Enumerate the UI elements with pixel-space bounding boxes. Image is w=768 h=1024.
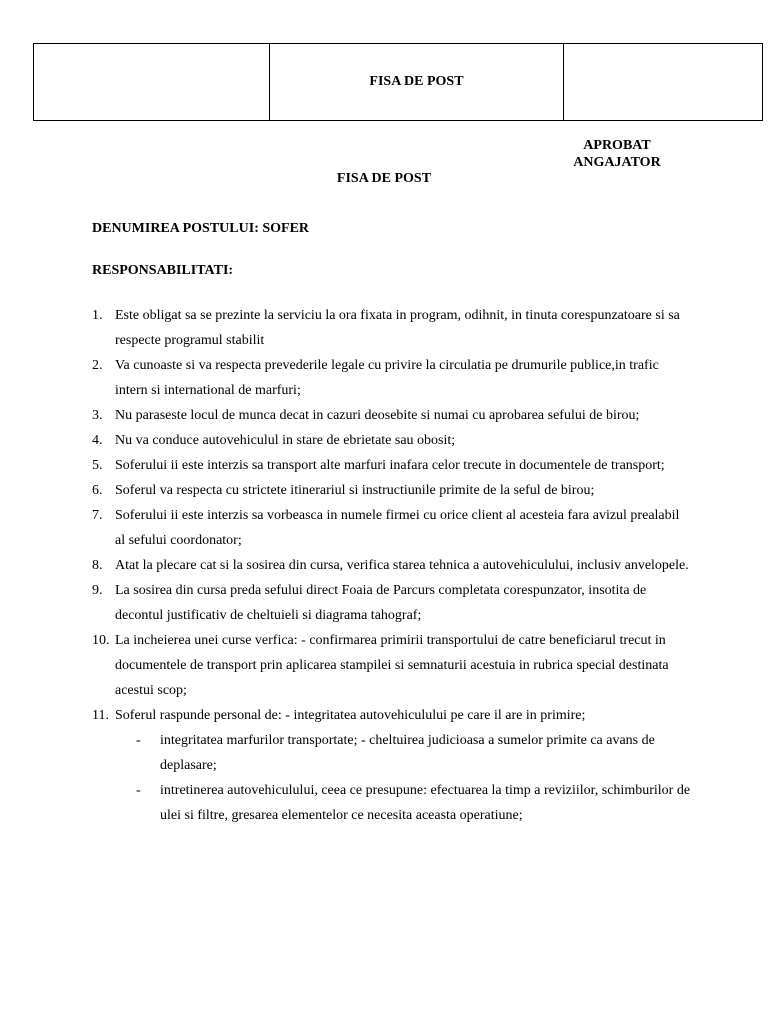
list-item-number: 2. [92,358,103,373]
list-item-text: La sosirea din cursa preda sefului direct Foaia de Parcurs completata corespunzator, insotita de decontul justificativ de cheltuieli si diagrama tahograf; [115,583,647,623]
list-item-text: Soferul raspunde personal de: - integritatea autovehiculului pe care il are in primire; [115,708,586,723]
approval-line-2: ANGAJATOR [573,155,661,170]
list-item-text: Atat la plecare cat si la sosirea din cursa, verifica starea tehnica a autovehiculului, inclusiv anvelopele. [115,558,689,573]
header-title-cell: FISA DE POST [270,44,564,121]
list-item [92,703,692,828]
list-item [92,428,692,453]
sub-list-item [115,778,692,828]
job-title: DENUMIREA POSTULUI: SOFER [92,221,310,236]
list-item-number: 11. [92,708,109,723]
list-item-number: 1. [92,308,103,323]
list-item-text: Nu va conduce autovehiculul in stare de ebrietate sau obosit; [115,433,456,448]
responsibilities-heading: RESPONSABILITATI: [92,263,234,278]
dash-bullet: - [136,733,141,748]
list-item-number: 6. [92,483,103,498]
list-item-text: Soferul va respecta cu strictete itinerariul si instructiunile primite de la seful de birou; [115,483,595,498]
list-item-number: 10. [92,633,110,648]
list-item-number: 4. [92,433,103,448]
sub-list-item-text: intretinerea autovehiculului, ceea ce presupune: efectuarea la timp a reviziilor, schimburilor de ulei si filtre, gresarea elementelor ce necesita aceasta operatiune; [160,783,691,823]
list-item-number: 9. [92,583,103,598]
list-item [92,303,692,353]
sub-list [115,728,692,828]
header-row [34,44,763,121]
sub-list-item-text: integritatea marfurilor transportate; - cheltuirea judicioasa a sumelor primite ca avans de deplasare; [160,733,655,773]
header-table [33,43,763,121]
list-item-text: Soferului ii este interzis sa vorbeasca in numele firmei cu orice client al acesteia fara avizul prealabil al sefului coordonator; [115,508,680,548]
approval-block [562,137,672,171]
list-item [92,453,692,478]
list-item-text: Este obligat sa se prezinte la serviciu la ora fixata in program, odihnit, in tinuta corespunzatoare si sa respecte programul stabilit [115,308,680,348]
list-item-number: 8. [92,558,103,573]
dash-bullet: - [136,783,141,798]
list-item-text: Soferului ii este interzis sa transport alte marfuri inafara celor trecute in documentele de transport; [115,458,665,473]
header-right-cell [564,44,763,121]
list-item-text: La incheierea unei curse verfica: - confirmarea primirii transportului de catre beneficiarul trecut in documentele de transport prin aplicarea stampilei si semnaturii acestuia in rubrica special destinata acestui scop; [115,633,669,698]
list-item [92,628,692,703]
approval-line-1: APROBAT [583,138,651,153]
document-title: FISA DE POST [336,171,432,186]
list-item [92,553,692,578]
list-item [92,403,692,428]
list-item-number: 3. [92,408,103,423]
list-item [92,503,692,553]
list-item-number: 5. [92,458,103,473]
list-item [92,353,692,403]
list-item-text: Va cunoaste si va respecta prevederile legale cu privire la circulatia pe drumurile publice,in trafic intern si international de marfuri; [115,358,659,398]
header-left-cell [34,44,270,121]
list-item-number: 7. [92,508,103,523]
list-item [92,478,692,503]
responsibilities-list [92,303,692,828]
list-item-text: Nu paraseste locul de munca decat in cazuri deosebite si numai cu aprobarea sefului de birou; [115,408,640,423]
sub-list-item [115,728,692,778]
list-item [92,578,692,628]
